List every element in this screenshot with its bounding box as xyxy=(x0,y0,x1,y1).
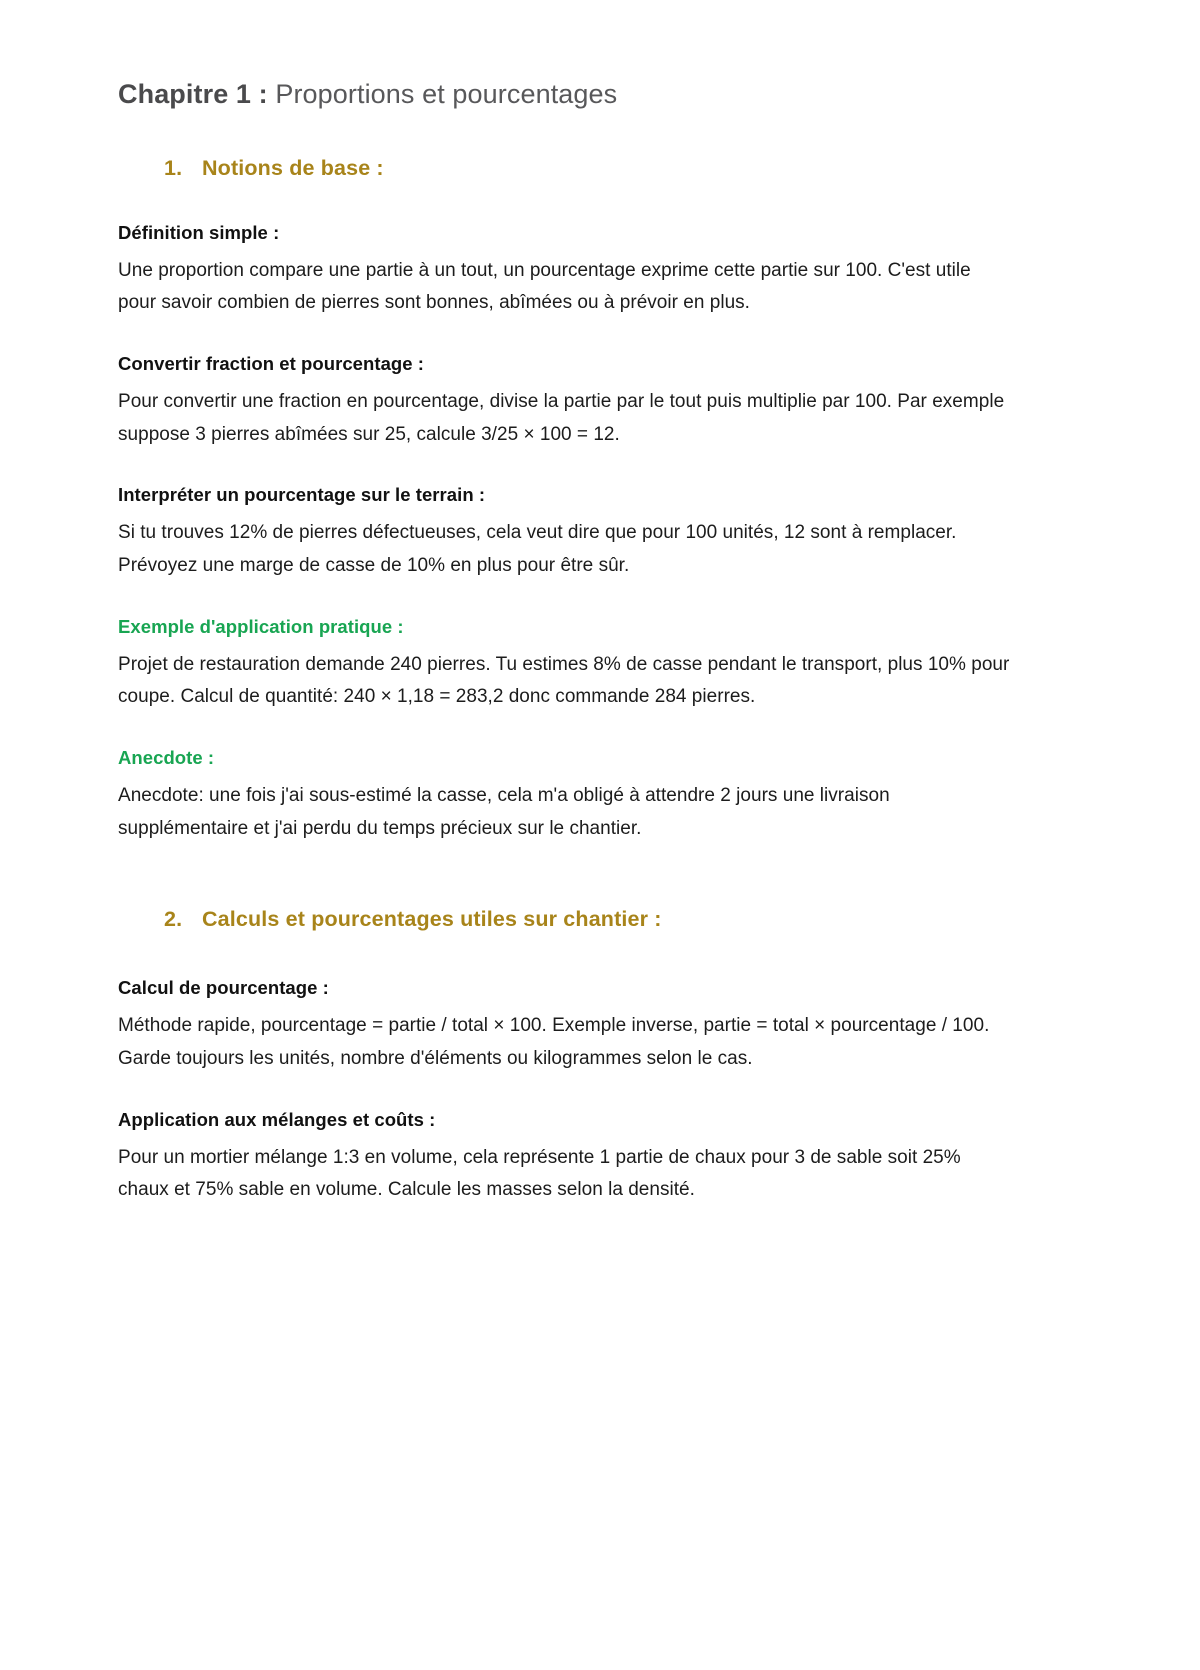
content-block xyxy=(118,221,1082,320)
content-block xyxy=(118,976,1082,1075)
section-number-2: 2. xyxy=(164,907,183,932)
block-title: Convertir fraction et pourcentage : xyxy=(118,353,425,375)
block-title: Application aux mélanges et coûts : xyxy=(118,1108,436,1130)
block-title: Anecdote : xyxy=(118,747,215,768)
block-title: Calcul de pourcentage : xyxy=(118,977,329,999)
section-title-1: Notions de base : xyxy=(202,155,384,180)
block-body: Si tu trouves 12% de pierres défectueuses, cela veut dire que pour 100 unités, 12 sont à remplacer. Prévoyez une marge de casse de 10% en plus pour être sûr. xyxy=(118,522,957,577)
block-body: Pour convertir une fraction en pourcentage, divise la partie par le tout puis multiplie par 100. Par exemple suppose 3 pierres abîmées sur 25, calcule 3/25 × 100 = 12. xyxy=(118,391,1005,445)
block-title: Interpréter un pourcentage sur le terrain : xyxy=(118,484,486,506)
chapter-label: Chapitre 1 : xyxy=(118,79,268,109)
section-heading-1 xyxy=(118,156,1082,181)
block-body: Une proportion compare une partie à un tout, un pourcentage exprime cette partie sur 100. C'est utile pour savoir combien de pierres sont bonnes, abîmées ou à prévoir en plus. xyxy=(118,259,971,314)
chapter-subject: Proportions et pourcentages xyxy=(267,79,618,109)
block-body: Pour un mortier mélange 1:3 en volume, cela représente 1 partie de chaux pour 3 de sable soit 25% chaux et 75% sable en volume. Calcule les masses selon la densité. xyxy=(118,1146,961,1201)
content-block xyxy=(118,1108,1082,1207)
content-block xyxy=(118,746,1082,845)
content-block xyxy=(118,615,1082,714)
page-title xyxy=(118,78,1082,112)
section-heading-2 xyxy=(118,907,1082,932)
block-body: Projet de restauration demande 240 pierres. Tu estimes 8% de casse pendant le transport, plus 10% pour coupe. Calcul de quantité: 240 × 1,18 = 283,2 donc commande 284 pierres. xyxy=(118,653,1010,708)
section-number-1: 1. xyxy=(164,155,183,180)
block-body: Anecdote: une fois j'ai sous-estimé la casse, cela m'a obligé à attendre 2 jours une livraison supplémentaire et j'ai perdu du temps précieux sur le chantier. xyxy=(118,784,890,839)
section-title-2: Calculs et pourcentages utiles sur chantier : xyxy=(202,907,662,932)
content-block xyxy=(118,352,1082,451)
block-title: Définition simple : xyxy=(118,221,280,243)
block-body: Méthode rapide, pourcentage = partie / total × 100. Exemple inverse, partie = total × pourcentage / 100. Garde toujours les unités, nombre d'éléments ou kilogrammes selon le cas. xyxy=(118,1015,990,1069)
content-block xyxy=(118,483,1082,582)
block-title: Exemple d'application pratique : xyxy=(118,615,404,637)
